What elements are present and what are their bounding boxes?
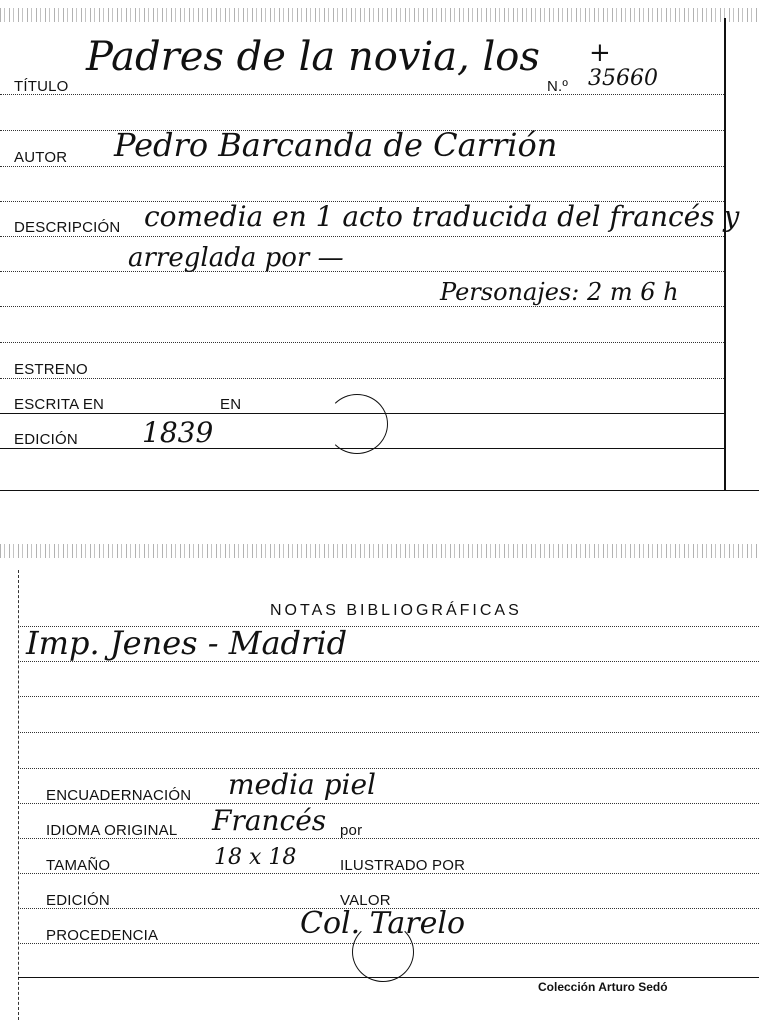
catalog-card-back [0,540,759,1028]
value-descripcion-line1: comedia en 1 acto traducida del francés y [144,200,740,233]
label-autor: AUTOR [14,149,68,166]
card-right-border [724,18,726,490]
scan-speckle-top [0,8,759,22]
rule-notes-3 [18,696,759,697]
value-edicion: 1839 [142,416,214,449]
value-autor: Pedro Barcanda de Carrión [114,126,558,164]
card-left-border [18,570,20,1020]
footer-coleccion: Colección Arturo Sedó [538,980,668,994]
rule-descripcion [0,236,724,237]
heading-notas: NOTAS BIBLIOGRÁFICAS [270,602,522,619]
value-personajes: Personajes: 2 m 6 h [440,278,679,306]
value-notes-line1: Imp. Jenes - Madrid [26,624,348,662]
rule-notes-4 [18,732,759,733]
label-escrita-en: ESCRITA EN [14,396,105,413]
label-encuadernacion: ENCUADERNACIÓN [46,787,192,804]
rule-notes-5 [18,768,759,769]
scan-speckle-top [0,544,759,558]
rule-card-bottom [0,490,759,491]
rule-autor [0,166,724,167]
label-en: EN [220,396,242,413]
label-titulo: TÍTULO [14,78,69,95]
value-numero: 35660 [588,66,658,91]
rule-3 [0,271,724,272]
rule-estreno [0,378,724,379]
label-edicion: EDICIÓN [14,431,78,448]
label-ilustrado-por: ILUSTRADO POR [340,857,466,874]
catalog-card-front [0,0,759,500]
label-por: por [340,822,363,839]
ink-stamp-circle [326,394,388,454]
value-titulo: Padres de la novia, los [86,34,540,80]
value-tamano: 18 x 18 [214,845,297,870]
value-numero-mark: + [589,38,611,68]
ink-stamp-circle-back [352,922,414,982]
label-idioma-original: IDIOMA ORIGINAL [46,822,178,839]
rule-5 [0,342,724,343]
label-procedencia: PROCEDENCIA [46,927,159,944]
value-procedencia: Col. Tarelo [300,906,465,941]
rule-titulo [0,94,724,95]
label-edicion-back: EDICIÓN [46,892,110,909]
label-descripcion: DESCRIPCIÓN [14,219,121,236]
value-encuadernacion: media piel [228,768,376,801]
label-tamano: TAMAÑO [46,857,111,874]
value-idioma-original: Francés [212,804,327,837]
label-estreno: ESTRENO [14,361,88,378]
value-descripcion-line2: arreglada por — [128,243,344,273]
label-valor: VALOR [340,892,391,909]
rule-4 [0,306,724,307]
label-numero: N.º [547,78,569,95]
